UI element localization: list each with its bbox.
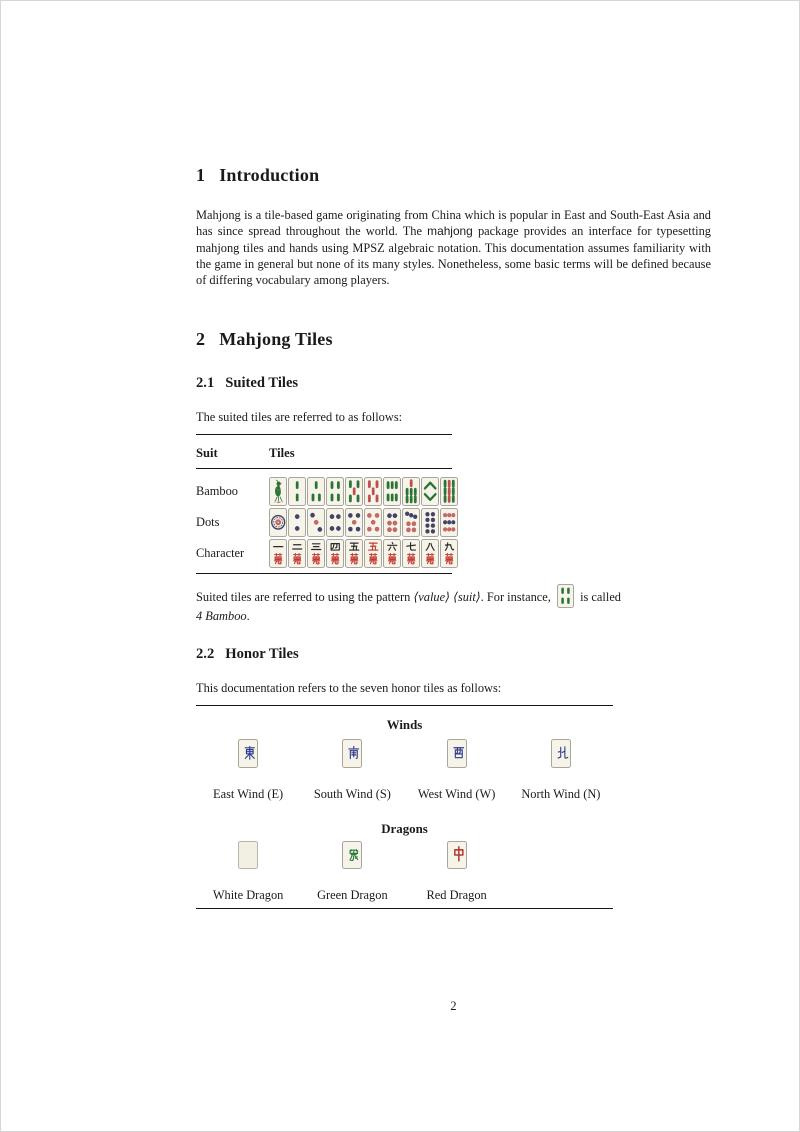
east-wind-tile (238, 739, 258, 768)
suited-lead-paragraph: The suited tiles are referred to as follows: (196, 410, 403, 424)
tile-c6 (383, 539, 401, 568)
tile-b8 (421, 477, 439, 506)
suit-label: Dots (196, 514, 220, 529)
honor-table-top-rule (196, 705, 613, 706)
tile-b5 (345, 477, 363, 506)
tile-b9 (440, 477, 458, 506)
intro-text-before: Mahjong is a tile-based game originating from China which is popular in East and South-East Asia and has since spread throughout the world. The (196, 208, 711, 239)
winds-header: Winds (386, 718, 423, 732)
tile-d3 (307, 508, 325, 537)
section-number: 1 (196, 165, 206, 185)
subsection-2-1-heading (196, 375, 711, 392)
tile-c4 (326, 539, 344, 568)
west-wind-tile (447, 739, 467, 768)
tile-c8 (421, 539, 439, 568)
white-dragon-tile (238, 841, 258, 870)
tile-c2 (288, 539, 306, 568)
wind-labels-row (196, 787, 613, 802)
suit-token: ⟨suit⟩ (453, 590, 481, 604)
dots-tile-strip (269, 508, 458, 537)
value-token: ⟨value⟩ (413, 590, 450, 604)
west-wind-label: West Wind (W) (417, 786, 496, 801)
green-dragon-label: Green Dragon (317, 888, 388, 902)
section-title: Mahjong Tiles (219, 329, 333, 349)
table-header-row (196, 435, 452, 468)
wind-tiles-row (196, 739, 613, 773)
honor-tiles-table (196, 705, 613, 909)
honor-table-bottom-rule (196, 908, 613, 909)
honor-lead-paragraph: This documentation refers to the seven honor tiles as follows: (196, 681, 502, 695)
subsection-title: Honor Tiles (225, 646, 299, 662)
character-tile-strip (269, 539, 458, 568)
tiles-column-header: Tiles (269, 446, 295, 460)
tile-b2 (288, 477, 306, 506)
dragons-header: Dragons (381, 821, 428, 836)
tile-b0 (364, 477, 382, 506)
tile-d6 (383, 508, 401, 537)
tile-c3 (307, 539, 325, 568)
tile-c1 (269, 539, 287, 568)
south-wind-label: South Wind (S) (313, 786, 391, 801)
introduction-paragraph (196, 207, 711, 288)
north-wind-label: North Wind (N) (521, 786, 601, 801)
subsection-title: Suited Tiles (225, 375, 299, 391)
tile-d4 (326, 508, 344, 537)
page-number: 2 (450, 999, 457, 1013)
east-wind-label: East Wind (E) (213, 786, 284, 801)
suit-column-header: Suit (196, 446, 218, 460)
bamboo-tile-strip (269, 477, 458, 506)
example-tile-name: 4 Bamboo (196, 608, 247, 623)
tile-d7 (402, 508, 420, 537)
pattern-text: Suited tiles are referred to using the pattern (196, 590, 414, 604)
tile-c9 (440, 539, 458, 568)
tile-d5 (345, 508, 363, 537)
tile-c7 (402, 539, 420, 568)
section-1-heading (196, 165, 711, 186)
section-number: 2 (196, 329, 206, 349)
suit-label: Character (196, 545, 245, 560)
package-name: mahjong (427, 224, 473, 239)
table-row-character (196, 539, 452, 568)
table-row-dots (196, 508, 452, 537)
suited-tiles-table (196, 434, 452, 574)
tile-d8 (421, 508, 439, 537)
dragon-labels-row (196, 888, 613, 903)
tile-d0 (364, 508, 382, 537)
tile-b6 (383, 477, 401, 506)
table-row-bamboo (196, 477, 452, 506)
south-wind-tile (342, 739, 362, 768)
tile-c5 (345, 539, 363, 568)
subsection-2-2-heading (196, 646, 711, 663)
table-bottom-rule (196, 573, 452, 574)
tile-d1 (269, 508, 287, 537)
section-2-heading (196, 329, 711, 350)
red-dragon-label: Red Dragon (426, 888, 487, 902)
north-wind-tile (551, 739, 571, 768)
intro-text-after: package provides an interface for typesetting mahjong tiles and hands using MPSZ algebraic notation. This documentation assumes familiarity with the game in general but none of its many styles. Nonetheless, some basic terms will be defined because of differing vocabulary among players. (196, 224, 712, 288)
pattern-paragraph: Suited tiles are referred to using the pattern ⟨value⟩ ⟨suit⟩. For instance, is called 4 Bamboo. (196, 584, 711, 624)
tile-c0 (364, 539, 382, 568)
subsection-number: 2.2 (196, 646, 215, 662)
tile-d2 (288, 508, 306, 537)
green-dragon-tile (342, 841, 362, 870)
dragon-tiles-row (196, 841, 613, 875)
white-dragon-label: White Dragon (212, 888, 284, 902)
tile-b7 (402, 477, 420, 506)
red-dragon-tile (447, 841, 467, 870)
tile-b3 (307, 477, 325, 506)
subsection-number: 2.1 (196, 375, 215, 391)
tile-b1 (269, 477, 287, 506)
suit-label: Bamboo (196, 483, 238, 498)
tile-b4 (326, 477, 344, 506)
four-bamboo-inline-tile (557, 584, 574, 608)
tile-d9 (440, 508, 458, 537)
section-title: Introduction (219, 165, 320, 185)
